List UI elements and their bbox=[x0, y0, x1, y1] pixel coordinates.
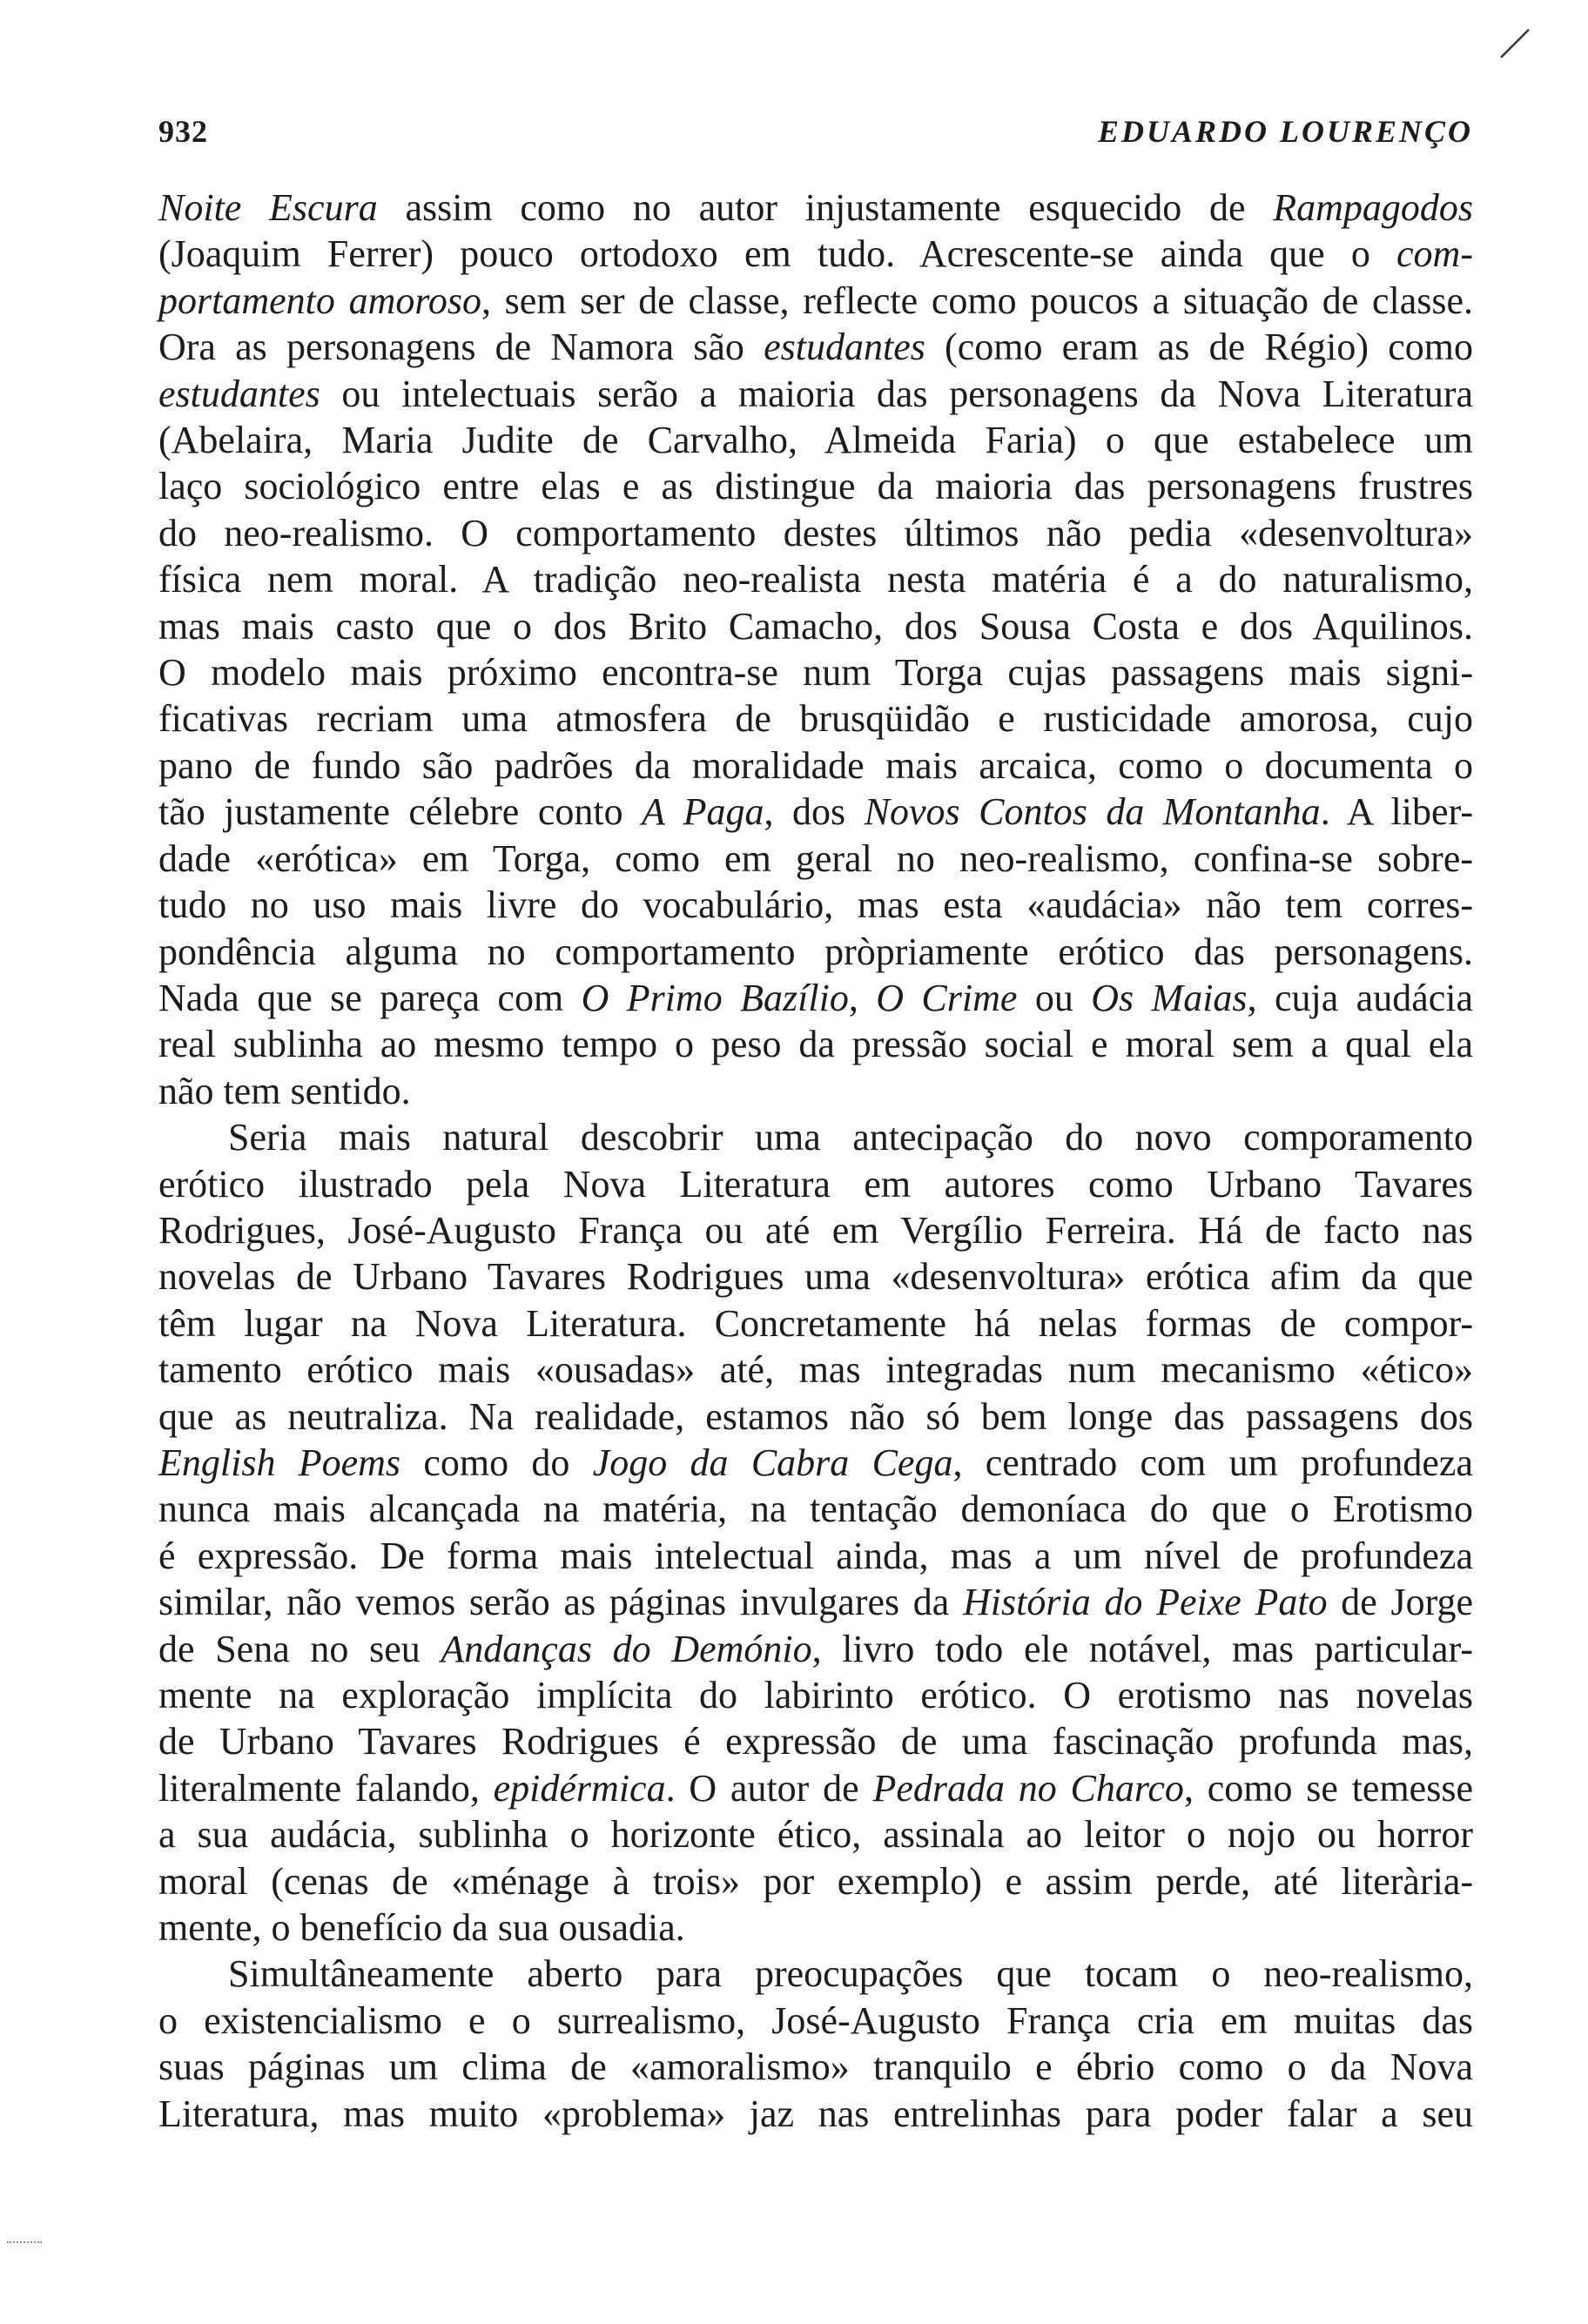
text-line: nunca mais alcançada na matéria, na tentação demoníaca do que o Erotismo bbox=[158, 1488, 1473, 1531]
italic-title: Os Maias bbox=[1091, 976, 1248, 1019]
text-line: laço sociológico entre elas e as distingue da maioria das personagens frustres bbox=[158, 465, 1473, 508]
text-line: mente na exploração implícita do labirinto erótico. O erotismo nas novelas bbox=[158, 1674, 1473, 1716]
text-line: mente, o benefício da sua ousadia. bbox=[158, 1906, 685, 1950]
page-header bbox=[158, 113, 1473, 157]
text-line: o existencialismo e o surrealismo, José-Augusto França cria em muitas das bbox=[158, 1998, 1473, 2042]
italic-title: portamento amoroso bbox=[158, 279, 481, 322]
text-line: O modelo mais próximo encontra-se num Torga cujas passagens mais signi- bbox=[158, 651, 1473, 695]
italic-title: Rampagodos bbox=[1273, 186, 1474, 229]
italic-title: Novos Contos da Montanha bbox=[864, 790, 1321, 834]
italic-title: English Poems bbox=[158, 1441, 401, 1484]
pencil-mark-icon bbox=[1497, 26, 1532, 61]
italic-title: Jogo da Cabra Cega bbox=[592, 1441, 953, 1484]
italic-title: Noite Escura bbox=[158, 186, 378, 229]
text-line: similar, não vemos serão as páginas invulgares da História do Peixe Pato de Jorge bbox=[158, 1581, 1473, 1624]
italic-title: epidérmica bbox=[493, 1766, 666, 1810]
text-line: Rodrigues, José-Augusto França ou até em Vergílio Ferreira. Há de facto nas bbox=[158, 1208, 1473, 1252]
text-line: pondência alguma no comportamento pròpriamente erótico das personagens. bbox=[158, 930, 1473, 973]
text-line: real sublinha ao mesmo tempo o peso da pressão social e moral sem a qual ela bbox=[158, 1023, 1473, 1066]
text-line: portamento amoroso, sem ser de classe, reflecte como poucos a situação de classe. bbox=[158, 279, 1473, 322]
text-line: Nada que se pareça com O Primo Bazílio, O Crime ou Os Maias, cuja audácia bbox=[158, 976, 1473, 1019]
running-head: EDUARDO LOURENÇO bbox=[1097, 114, 1473, 149]
text-line: literalmente falando, epidérmica. O autor de Pedrada no Charco, como se temesse bbox=[158, 1766, 1473, 1810]
text-line: English Poems como do Jogo da Cabra Cega, centrado com um profundeza bbox=[158, 1441, 1473, 1484]
text-line: dade «erótica» em Torga, como em geral no neo-realismo, confina-se sobre- bbox=[158, 836, 1473, 880]
italic-title: A Paga bbox=[642, 790, 764, 834]
italic-title: O Crime bbox=[876, 976, 1018, 1019]
text-line: física nem moral. A tradição neo-realista nesta matéria é a do naturalismo, bbox=[158, 558, 1473, 601]
italic-title: O Primo Bazílio bbox=[581, 976, 849, 1019]
text-line: mas mais casto que o dos Brito Camacho, dos Sousa Costa e dos Aquilinos. bbox=[158, 604, 1473, 648]
italic-title: História do Peixe Pato bbox=[963, 1581, 1328, 1624]
text-line: ficativas recriam uma atmosfera de brusqüidão e rusticidade amorosa, cujo bbox=[158, 697, 1473, 741]
text-line: suas páginas um clima de «amoralismo» tranquilo e ébrio como o da Nova bbox=[158, 2045, 1473, 2089]
text-line: Ora as personagens de Namora são estudantes (como eram as de Régio) como bbox=[158, 326, 1473, 369]
text-line: novelas de Urbano Tavares Rodrigues uma «desenvoltura» erótica afim da que bbox=[158, 1255, 1473, 1299]
text-line: é expressão. De forma mais intelectual ainda, mas a um nível de profundeza bbox=[158, 1534, 1473, 1577]
text-line: estudantes ou intelectuais serão a maioria das personagens da Nova Literatura bbox=[158, 372, 1473, 415]
text-line: Literatura, mas muito «problema» jaz nas entrelinhas para poder falar a seu bbox=[158, 2092, 1473, 2135]
text-line: de Urbano Tavares Rodrigues é expressão de uma fascinação profunda mas, bbox=[158, 1720, 1473, 1763]
text-line: pano de fundo são padrões da moralidade mais arcaica, como o documenta o bbox=[158, 743, 1473, 787]
italic-title: estudantes bbox=[158, 372, 320, 415]
text-line: tamento erótico mais «ousadas» até, mas integradas num mecanismo «ético» bbox=[158, 1348, 1473, 1392]
text-line: de Sena no seu Andanças do Demónio, livro todo ele notável, mas particular- bbox=[158, 1627, 1473, 1670]
text-line: que as neutraliza. Na realidade, estamos não só bem longe das passagens dos bbox=[158, 1394, 1473, 1438]
text-line: moral (cenas de «ménage à trois» por exemplo) e assim perde, até literària- bbox=[158, 1859, 1473, 1903]
body-text bbox=[158, 185, 1473, 2137]
text-line: erótico ilustrado pela Nova Literatura em autores como Urbano Tavares bbox=[158, 1162, 1473, 1206]
italic-title: Pedrada no Charco bbox=[872, 1766, 1184, 1810]
page-number: 932 bbox=[158, 114, 208, 149]
italic-title: Andanças do Demónio bbox=[441, 1627, 812, 1670]
margin-mark bbox=[7, 2241, 42, 2245]
text-line: do neo-realismo. O comportamento destes últimos não pedia «desenvoltura» bbox=[158, 511, 1473, 554]
text-line: não tem sentido. bbox=[158, 1069, 411, 1112]
text-line: a sua audácia, sublinha o horizonte ético, assinala ao leitor o nojo ou horror bbox=[158, 1813, 1473, 1857]
italic-title: com- bbox=[1396, 232, 1473, 276]
text-line: Noite Escura assim como no autor injustamente esquecido de Rampagodos bbox=[158, 186, 1474, 229]
text-line: tão justamente célebre conto A Paga, dos Novos Contos da Montanha. A liber- bbox=[158, 790, 1473, 834]
text-line: Seria mais natural descobrir uma antecipação do novo comporamento bbox=[228, 1116, 1473, 1159]
text-line: (Abelaira, Maria Judite de Carvalho, Almeida Faria) o que estabelece um bbox=[158, 419, 1473, 462]
text-line: tudo no uso mais livre do vocabulário, mas esta «audácia» não tem corres- bbox=[158, 883, 1473, 927]
text-line: Simultâneamente aberto para preocupações que tocam o neo-realismo, bbox=[228, 1952, 1473, 1996]
italic-title: estudantes bbox=[764, 326, 925, 369]
text-line: têm lugar na Nova Literatura. Concretamente há nelas formas de compor- bbox=[158, 1301, 1473, 1345]
text-line: (Joaquim Ferrer) pouco ortodoxo em tudo. Acrescente-se ainda que o com- bbox=[158, 232, 1473, 276]
